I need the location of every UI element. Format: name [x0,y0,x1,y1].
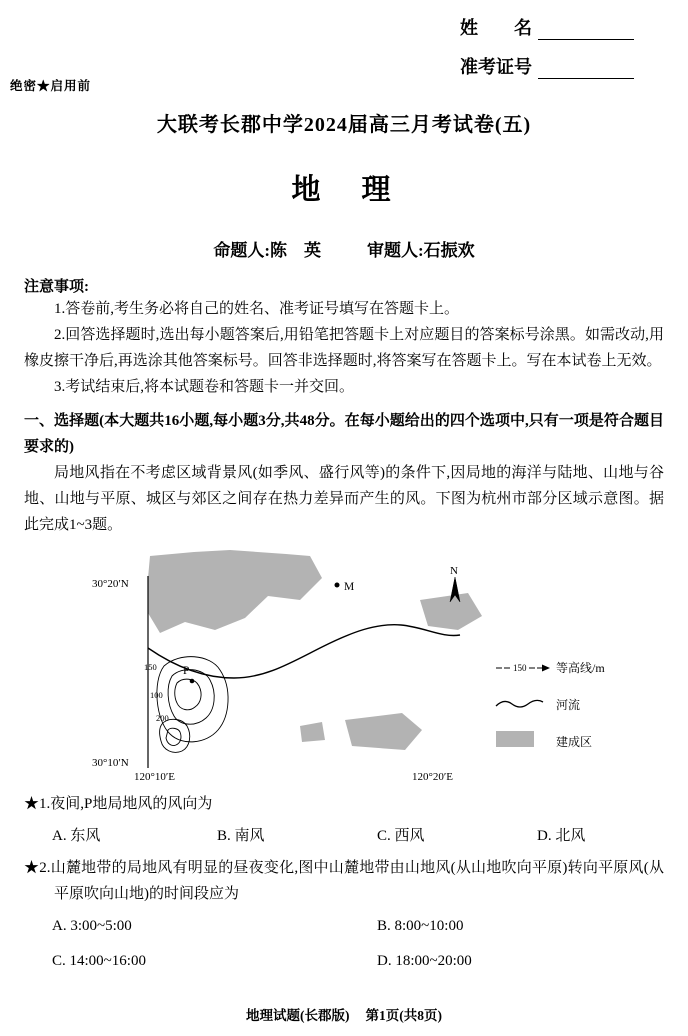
lat-top-label: 30°20′N [92,578,129,590]
point-p-label: P [183,665,190,677]
notes-heading: 注意事项: [24,279,89,295]
question-1-option-c: C. 西风 [377,828,425,844]
subject-title: 地 理 [291,174,397,206]
question-1-option-d: D. 北风 [537,828,586,844]
question-2-option-c: C. 14:00~16:00 [52,953,146,969]
question-2-options [52,913,664,974]
map-figure [24,550,664,785]
ticket-label: 准考证号 [460,57,532,77]
legend-contour-label: 等高线/m [556,661,605,675]
map-legend [496,660,605,749]
note-item-3: 3.考试结束后,将本试题卷和答题卡一并交回。 [54,379,355,395]
question-1-option-a: A. 东风 [52,828,101,844]
legend-built-label: 建成区 [556,735,593,749]
question-1-text: 夜间,P地局地风的风向为 [50,796,213,812]
footer-doc-title: 地理试题(长郡版) [246,1008,350,1023]
section-heading: 一、选择题(本大题共16小题,每小题3分,共48分。在每小题给出的四个选项中,只有一项是符合题目要求的) [24,413,664,455]
lon-right-label: 120°20′E [412,771,454,783]
exam-title: 大联考长郡中学2024届高三月考试卷(五) [156,114,532,136]
legend-contour-arrow-icon [542,665,550,672]
legend-built-symbol [496,731,534,747]
built-area-northwest [148,550,322,633]
question-2 [24,855,664,974]
question-2-stem [24,855,664,907]
question-1-option-b: B. 南风 [217,828,265,844]
footer-page-number: 第1页(共8页) [365,1008,442,1023]
compass-north-label: N [450,565,458,577]
question-1-stem [24,791,664,817]
question-2-text: 山麓地带的局地风有明显的昼夜变化,图中山麓地带由山地风(从山地吹向平原)转向平原风(从平原吹向山地)的时间段应为 [50,860,664,902]
legend-river-symbol [496,700,543,707]
note-item-1: 1.答卷前,考生务必将自己的姓名、准考证号填写在答题卡上。 [54,301,460,317]
ticket-field-row [460,53,634,79]
point-m-label: M [344,581,355,593]
lat-bottom-label: 30°10′N [92,757,129,769]
question-1 [24,791,664,849]
secrecy-notice: 绝密★启用前 [10,79,92,93]
name-field-row [460,14,634,40]
built-area-south-small [300,722,325,742]
legend-contour-value: 150 [513,663,527,673]
name-blank-line [538,18,634,40]
contour-label-200: 200 [156,713,169,723]
built-area-south-large [345,713,422,750]
question-2-number: ★2. [24,860,51,876]
point-p-marker [190,679,195,684]
question-2-option-d: D. 18:00~20:00 [377,953,472,969]
question-1-number: ★1. [24,796,51,812]
lon-left-label: 120°10′E [134,771,176,783]
intro-paragraph: 局地风指在不考虑区域背景风(如季风、盛行风等)的条件下,因局地的海洋与陆地、山地与谷地、山地与平原、城区与郊区之间存在热力差异而产生的风。下图为杭州市部分区域示意图。据此完成1~3题。 [24,465,664,533]
student-info-fields [460,14,634,92]
name-label: 姓 名 [460,18,532,38]
question-2-option-a: A. 3:00~5:00 [52,918,132,934]
page-footer [0,1004,688,1024]
question-1-options [52,823,664,849]
setters-row [24,236,664,261]
question-reviewer: 审题人:石振欢 [367,241,475,260]
point-m-marker [335,583,340,588]
legend-river-label: 河流 [556,698,581,712]
contour-label-100: 100 [150,690,163,700]
question-setter: 命题人:陈 英 [213,241,321,260]
note-item-2: 2.回答选择题时,选出每小题答案后,用铅笔把答题卡上对应题目的答案标号涂黑。如需改动,用橡皮擦干净后,再选涂其他答案标号。回答非选择题时,将答案写在答题卡上。写在本试卷上无效。 [24,327,664,369]
contour-label-150: 150 [144,662,157,672]
notes-section [24,275,664,400]
hangzhou-region-map [24,550,664,785]
question-2-option-b: B. 8:00~10:00 [377,918,464,934]
ticket-blank-line [538,57,634,79]
